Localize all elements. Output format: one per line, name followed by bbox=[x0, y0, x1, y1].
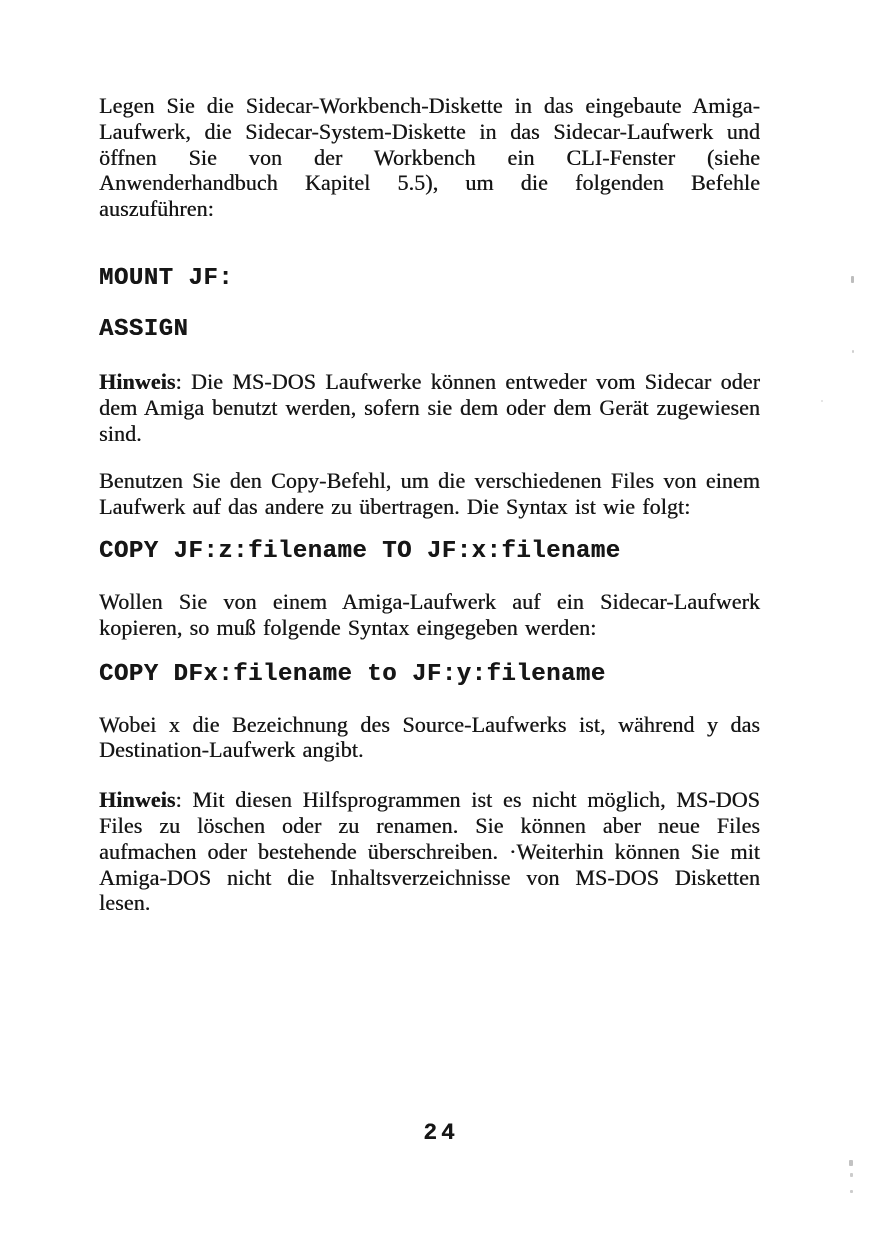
paragraph-source-destination bbox=[99, 712, 760, 764]
paragraph-text: Wobei x die Bezeichnung des Source-Laufwerks ist, während y das Destination-Laufwerk angibt. bbox=[99, 711, 760, 763]
cli-command-mount: MOUNT JF: bbox=[99, 264, 234, 292]
hinweis-label: Hinweis bbox=[99, 368, 176, 394]
text-column bbox=[99, 93, 760, 916]
paragraph-text: Legen Sie die Sidecar-Workbench-Diskette in das eingebaute Amiga-Laufwerk, die Sidecar-System-Diskette in das Sidecar-Laufwerk und öffnen Sie von der Workbench ein CLI-Fenster (siehe Anwenderhandbuch Kapitel 5.5), um die folgenden Befehle auszuführen: bbox=[99, 93, 760, 222]
scan-speck bbox=[821, 400, 823, 402]
scan-speck bbox=[851, 276, 854, 283]
paragraph-text: : Die MS-DOS Laufwerke können entweder vom Sidecar oder dem Amiga benutzt werden, sofern sie dem oder dem Gerät zugewiesen sind. bbox=[99, 368, 760, 446]
cli-command-assign: ASSIGN bbox=[99, 315, 189, 343]
paragraph-text: : Mit diesen Hilfsprogrammen ist es nicht möglich, MS-DOS Files zu löschen oder zu renamen. Sie können aber neue Files aufmachen oder bestehende überschreiben. ·Weiterhin können Sie mit Amiga-DOS nicht die Inhaltsverzeichnisse von MS-DOS Disketten lesen. bbox=[99, 787, 760, 916]
scan-speck bbox=[849, 1160, 853, 1166]
paragraph-hinweis-limitations bbox=[99, 787, 760, 916]
paragraph-intro bbox=[99, 93, 760, 222]
paragraph-copy-intro bbox=[99, 468, 760, 520]
scan-speck bbox=[850, 1173, 853, 1177]
hinweis-label: Hinweis bbox=[99, 787, 176, 813]
scan-speck bbox=[850, 1190, 853, 1193]
cli-command-copy-dfx-to-jf: COPY DFx:filename to JF:y:filename bbox=[99, 660, 606, 688]
paragraph-amiga-to-sidecar bbox=[99, 589, 760, 641]
paragraph-text: Wollen Sie von einem Amiga-Laufwerk auf ein Sidecar-Laufwerk kopieren, so muß folgende Syntax eingegeben werden: bbox=[99, 588, 760, 640]
cli-command-copy-jf-to-jf: COPY JF:z:filename TO JF:x:filename bbox=[99, 537, 621, 565]
page-number: 24 bbox=[423, 1120, 459, 1146]
paragraph-hinweis-drives bbox=[99, 369, 760, 446]
scan-speck bbox=[852, 350, 854, 353]
paragraph-text: Benutzen Sie den Copy-Befehl, um die verschiedenen Files von einem Laufwerk auf das andere zu übertragen. Die Syntax ist wie folgt: bbox=[99, 468, 760, 520]
